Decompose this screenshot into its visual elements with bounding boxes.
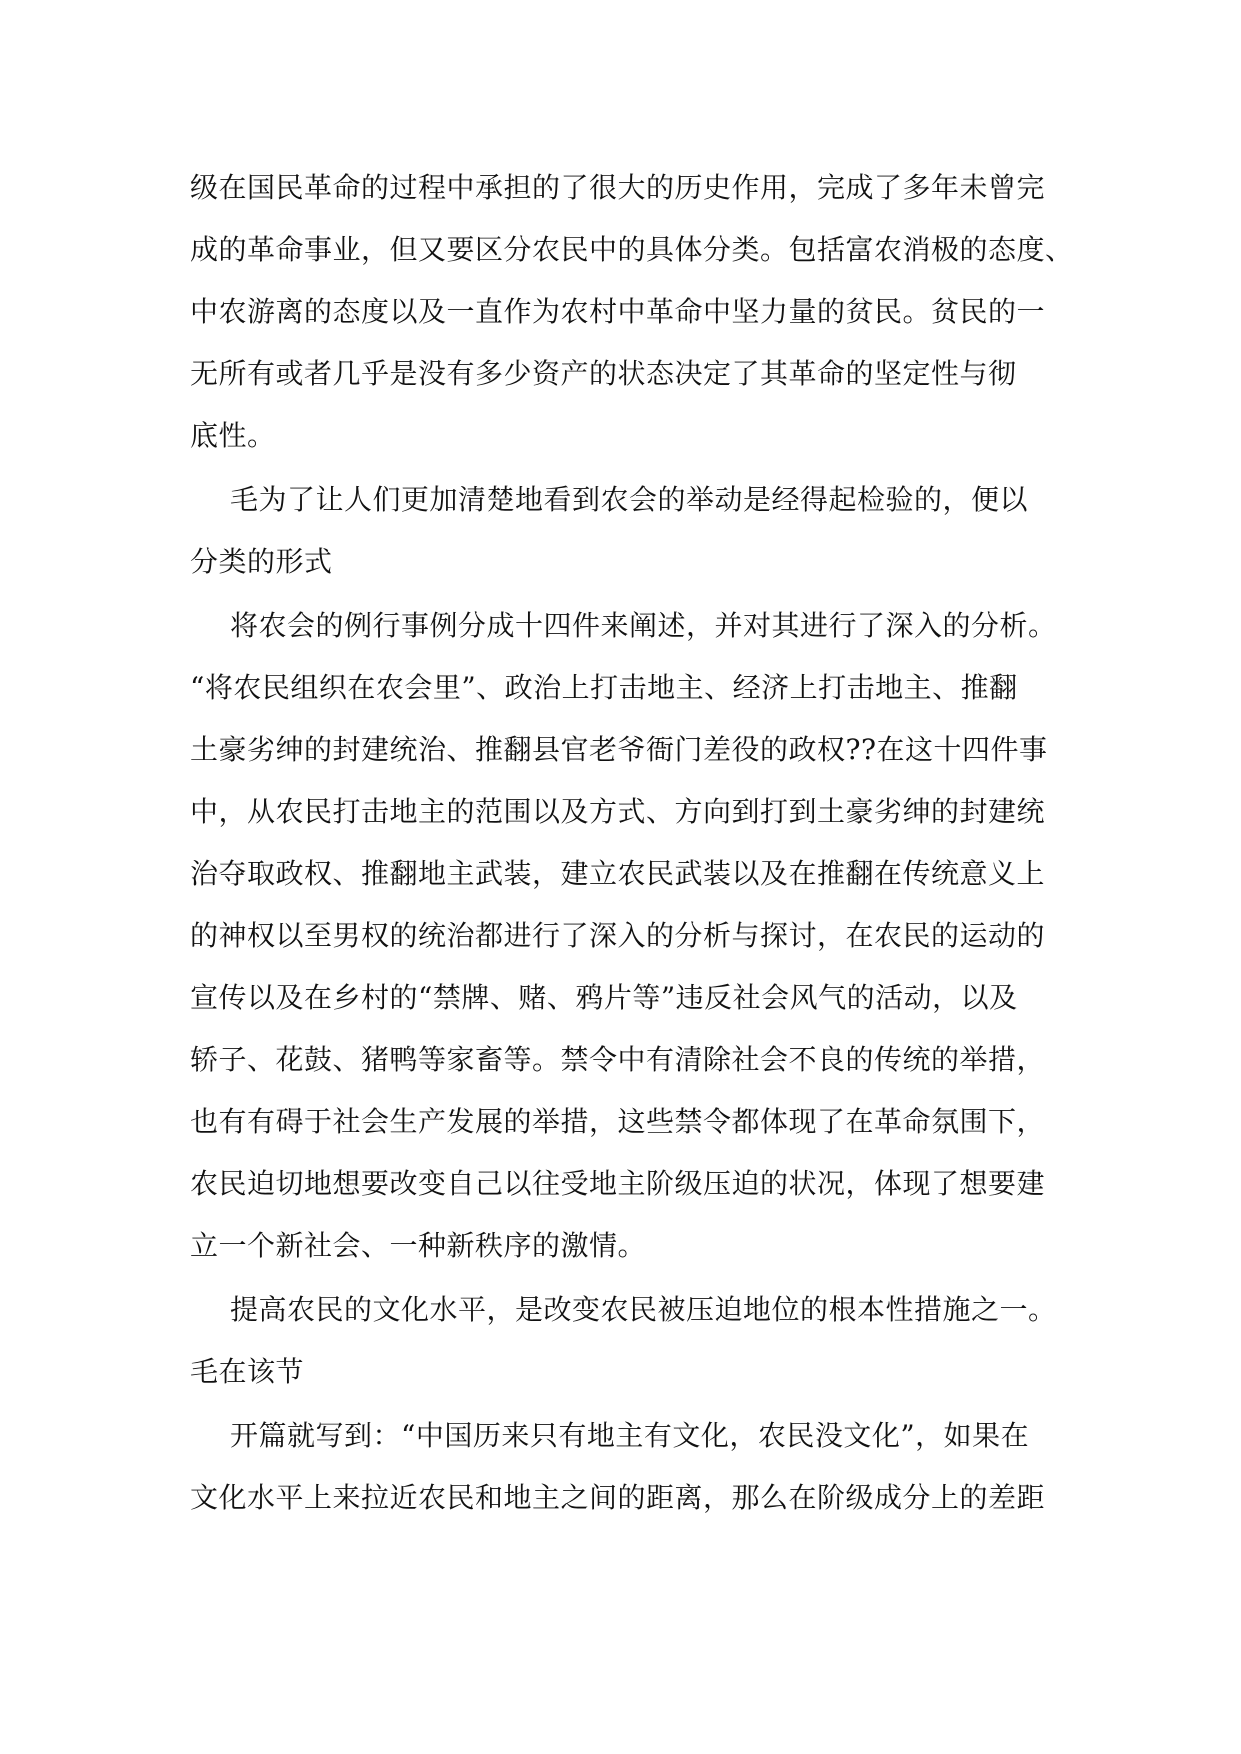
body-text-line: 中，从农民打击地主的范围以及方式、方向到打到土豪劣绅的封建统: [190, 795, 1046, 828]
paragraph-first-line: 毛为了让人们更加清楚地看到农会的举动是经得起检验的，便以: [230, 483, 1029, 516]
body-text-line: 文化水平上来拉近农民和地主之间的距离，那么在阶级成分上的差距: [190, 1481, 1046, 1514]
body-text-line: 治夺取政权、推翻地主武装，建立农民武装以及在推翻在传统意义上: [190, 857, 1046, 890]
body-text-line: 轿子、花鼓、猪鸭等家畜等。禁令中有清除社会不良的传统的举措，: [190, 1043, 1046, 1076]
body-text-line: 毛在该节: [190, 1355, 305, 1388]
body-text-line: 分类的形式: [190, 545, 333, 578]
body-text-line: 的神权以至男权的统治都进行了深入的分析与探讨，在农民的运动的: [190, 919, 1046, 952]
body-text-line: 农民迫切地想要改变自己以往受地主阶级压迫的状况，体现了想要建: [190, 1167, 1046, 1200]
body-text-line: “将农民组织在农会里”、政治上打击地主、经济上打击地主、推翻: [190, 671, 1018, 704]
body-text-line: 级在国民革命的过程中承担的了很大的历史作用，完成了多年未曾完: [190, 171, 1046, 204]
body-text-line: 也有有碍于社会生产发展的举措，这些禁令都体现了在革命氛围下，: [190, 1105, 1046, 1138]
paragraph-first-line: 将农会的例行事例分成十四件来阐述，并对其进行了深入的分析。: [230, 609, 1057, 642]
paragraph-first-line: 提高农民的文化水平，是改变农民被压迫地位的根本性措施之一。: [230, 1293, 1057, 1326]
paragraph-first-line: 开篇就写到：“中国历来只有地主有文化，农民没文化”，如果在: [230, 1419, 1030, 1452]
body-text-line: 成的革命事业，但又要区分农民中的具体分类。包括富农消极的态度、: [190, 233, 1074, 266]
body-text-line: 立一个新社会、一种新秩序的激情。: [190, 1229, 647, 1262]
body-text-line: 无所有或者几乎是没有多少资产的状态决定了其革命的坚定性与彻: [190, 357, 1017, 390]
body-text-line: 土豪劣绅的封建统治、推翻县官老爷衙门差役的政权??在这十四件事: [190, 733, 1048, 766]
body-text-line: 底性。: [190, 419, 276, 452]
body-text-line: 宣传以及在乡村的“禁牌、赌、鸦片等”违反社会风气的活动，以及: [190, 981, 1018, 1014]
body-text-line: 中农游离的态度以及一直作为农村中革命中坚力量的贫民。贫民的一: [190, 295, 1046, 328]
